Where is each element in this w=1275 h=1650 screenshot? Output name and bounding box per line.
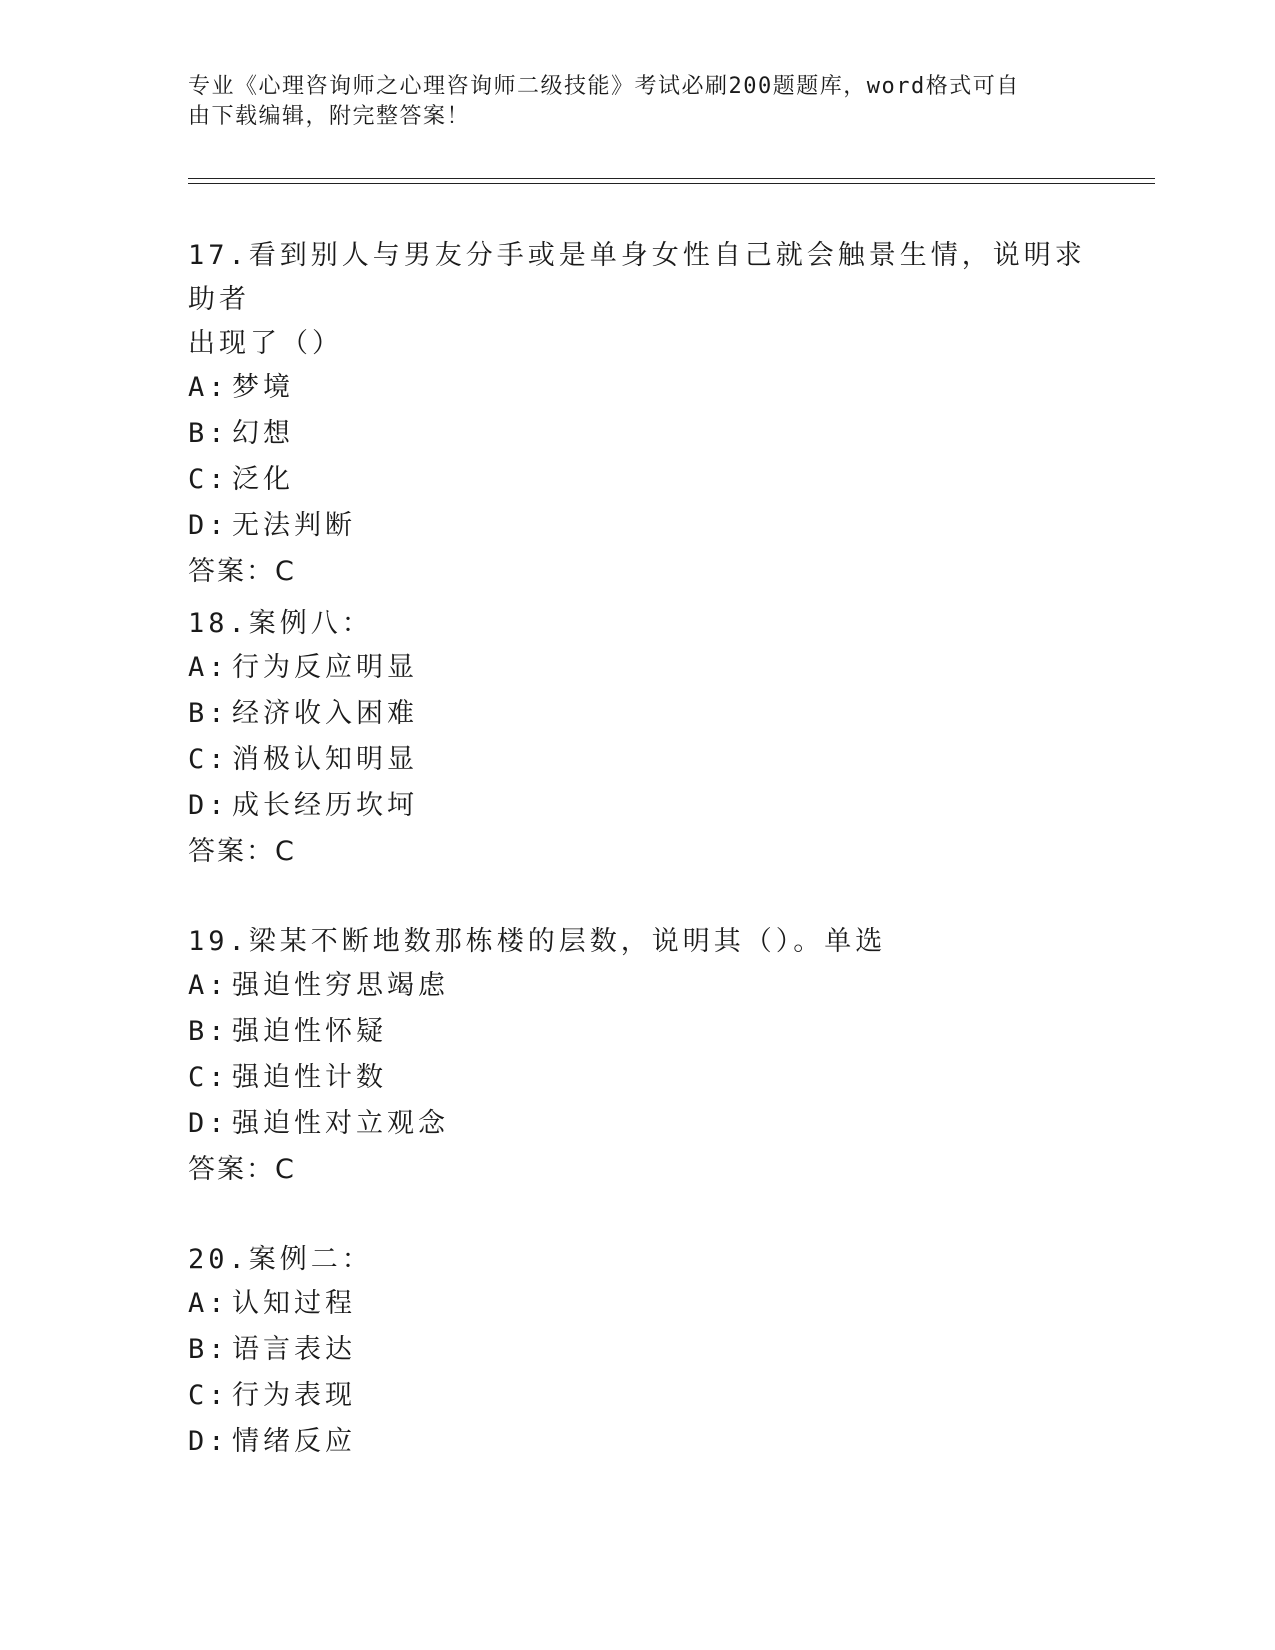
option-letter: A: xyxy=(188,372,229,403)
option-letter: D: xyxy=(188,1108,229,1139)
question-18 xyxy=(188,602,1088,876)
answer-line: 答案：C xyxy=(188,556,296,587)
option-letter: C: xyxy=(188,744,229,775)
option-d xyxy=(188,1102,1088,1148)
option-text: 成长经历坎坷 xyxy=(232,790,418,821)
option-text: 强迫性穷思竭虑 xyxy=(232,970,449,1001)
option-letter: D: xyxy=(188,1426,229,1457)
option-letter: C: xyxy=(188,1062,229,1093)
document-header xyxy=(188,72,1068,132)
option-d xyxy=(188,504,1088,550)
option-text: 强迫性怀疑 xyxy=(232,1016,387,1047)
option-c xyxy=(188,1374,1088,1420)
option-text: 认知过程 xyxy=(232,1288,356,1319)
option-text: 梦境 xyxy=(232,372,294,403)
option-letter: D: xyxy=(188,790,229,821)
option-letter: B: xyxy=(188,1016,229,1047)
option-text: 经济收入困难 xyxy=(232,698,418,729)
answer-line: 答案：C xyxy=(188,1154,296,1185)
header-line-1: 专业《心理咨询师之心理咨询师二级技能》考试必刷200题题库，word格式可自 xyxy=(188,74,1020,99)
question-stem-line-1: 20.案例二： xyxy=(188,1244,373,1275)
option-a xyxy=(188,964,1088,1010)
option-letter: B: xyxy=(188,418,229,449)
option-b xyxy=(188,692,1088,738)
option-a xyxy=(188,366,1088,412)
question-stem-line-1: 17.看到别人与男友分手或是单身女性自己就会触景生情，说明求助者 xyxy=(188,240,1086,315)
header-line-2: 由下载编辑，附完整答案！ xyxy=(188,104,471,129)
option-text: 行为反应明显 xyxy=(232,652,418,683)
answer-line: 答案：C xyxy=(188,836,296,867)
option-text: 行为表现 xyxy=(232,1380,356,1411)
option-letter: A: xyxy=(188,1288,229,1319)
option-letter: D: xyxy=(188,510,229,541)
header-divider-bottom xyxy=(188,183,1155,184)
option-letter: A: xyxy=(188,970,229,1001)
question-stem-line-2: 出现了（） xyxy=(188,328,343,359)
question-17 xyxy=(188,234,1088,596)
option-b xyxy=(188,1328,1088,1374)
option-c xyxy=(188,1056,1088,1102)
option-text: 情绪反应 xyxy=(232,1426,356,1457)
option-text: 强迫性对立观念 xyxy=(232,1108,449,1139)
option-text: 强迫性计数 xyxy=(232,1062,387,1093)
question-19 xyxy=(188,920,1088,1194)
question-stem-line-1: 19.梁某不断地数那栋楼的层数，说明其（）。单选 xyxy=(188,926,887,957)
option-letter: A: xyxy=(188,652,229,683)
option-d xyxy=(188,1420,1088,1466)
question-stem-line-1: 18.案例八： xyxy=(188,608,373,639)
option-letter: B: xyxy=(188,698,229,729)
option-c xyxy=(188,738,1088,784)
option-letter: C: xyxy=(188,464,229,495)
header-divider-top xyxy=(188,178,1155,179)
option-d xyxy=(188,784,1088,830)
option-letter: C: xyxy=(188,1380,229,1411)
option-text: 消极认知明显 xyxy=(232,744,418,775)
question-20 xyxy=(188,1238,1088,1466)
option-b xyxy=(188,1010,1088,1056)
option-a xyxy=(188,1282,1088,1328)
option-text: 无法判断 xyxy=(232,510,356,541)
option-text: 泛化 xyxy=(232,464,294,495)
option-a xyxy=(188,646,1088,692)
option-text: 幻想 xyxy=(232,418,294,449)
option-text: 语言表达 xyxy=(232,1334,356,1365)
option-c xyxy=(188,458,1088,504)
option-letter: B: xyxy=(188,1334,229,1365)
option-b xyxy=(188,412,1088,458)
